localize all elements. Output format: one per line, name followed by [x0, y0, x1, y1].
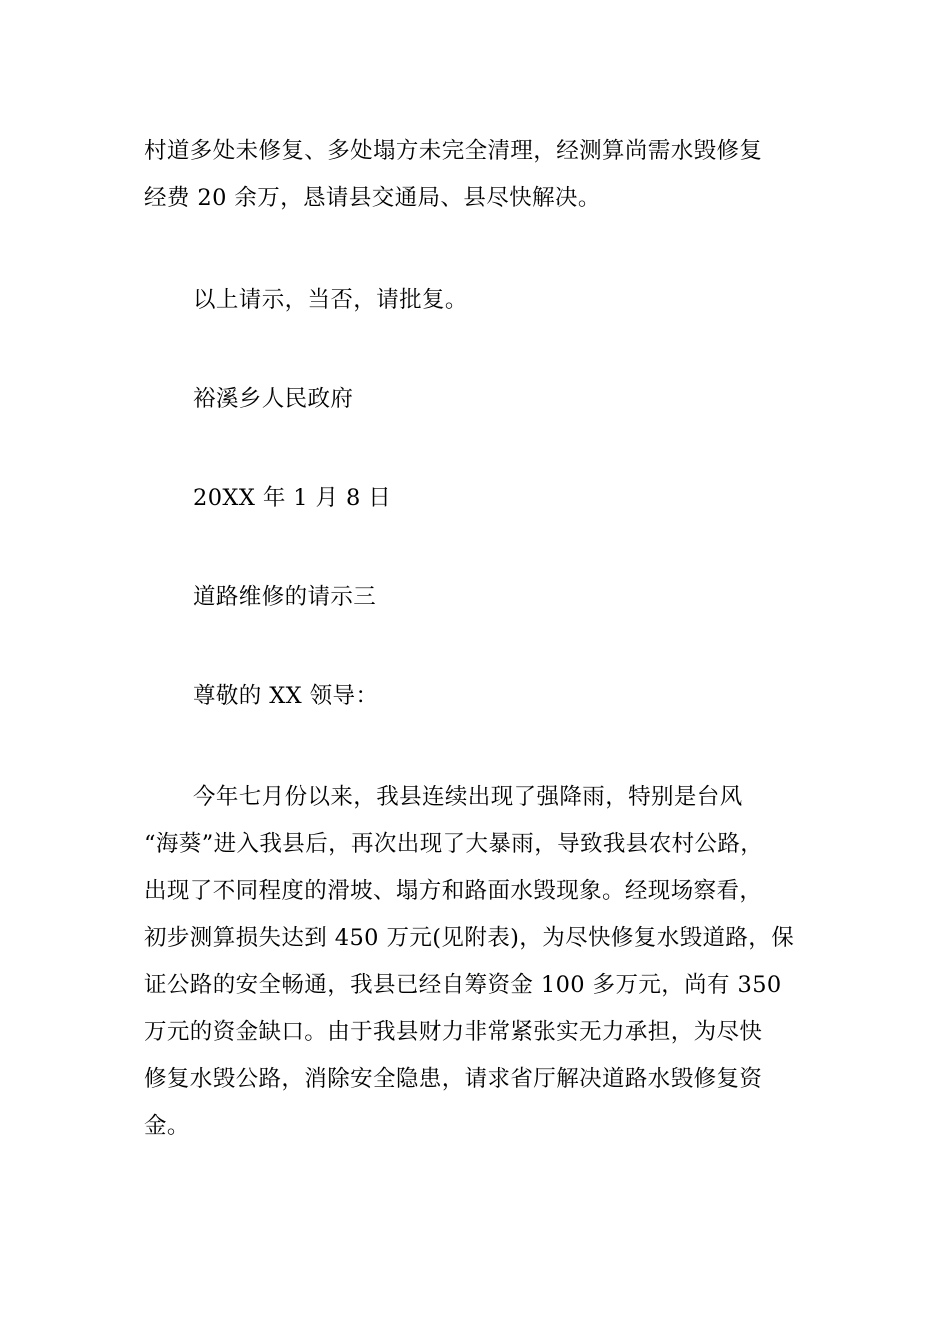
body-line-3: 出现了不同程度的滑坡、塌方和路面水毁现象。经现场察看，: [144, 878, 763, 904]
salutation: 尊敬的 XX 领导：: [193, 683, 379, 709]
body-line-5: 证公路的安全畅通，我县已经自筹资金 100 多万元，尚有 350: [144, 972, 782, 998]
section-title: 道路维修的请示三: [193, 584, 377, 610]
closing-request: 以上请示，当否，请批复。: [193, 287, 468, 313]
body-paragraph: [144, 774, 824, 1150]
body-line-2: “海葵”进入我县后，再次出现了大暴雨，导致我县农村公路，: [144, 831, 764, 857]
continuation-paragraph: [144, 128, 824, 222]
body-line-8: 金。: [144, 1113, 190, 1139]
continuation-line-1: 村道多处未修复、多处塌方未完全清理，经测算尚需水毁修复: [144, 138, 763, 164]
body-line-6: 万元的资金缺口。由于我县财力非常紧张实无力承担，为尽快: [144, 1019, 763, 1045]
signature: 裕溪乡人民政府: [193, 386, 354, 412]
body-line-1: 今年七月份以来，我县连续出现了强降雨，特别是台风: [193, 784, 743, 810]
date: 20XX 年 1 月 8 日: [193, 485, 392, 511]
body-line-4: 初步测算损失达到 450 万元(见附表)，为尽快修复水毁道路，保: [144, 925, 795, 951]
body-line-7: 修复水毁公路，消除安全隐患，请求省厅解决道路水毁修复资: [144, 1066, 763, 1092]
continuation-line-2: 经费 20 余万，恳请县交通局、县尽快解决。: [144, 185, 601, 211]
